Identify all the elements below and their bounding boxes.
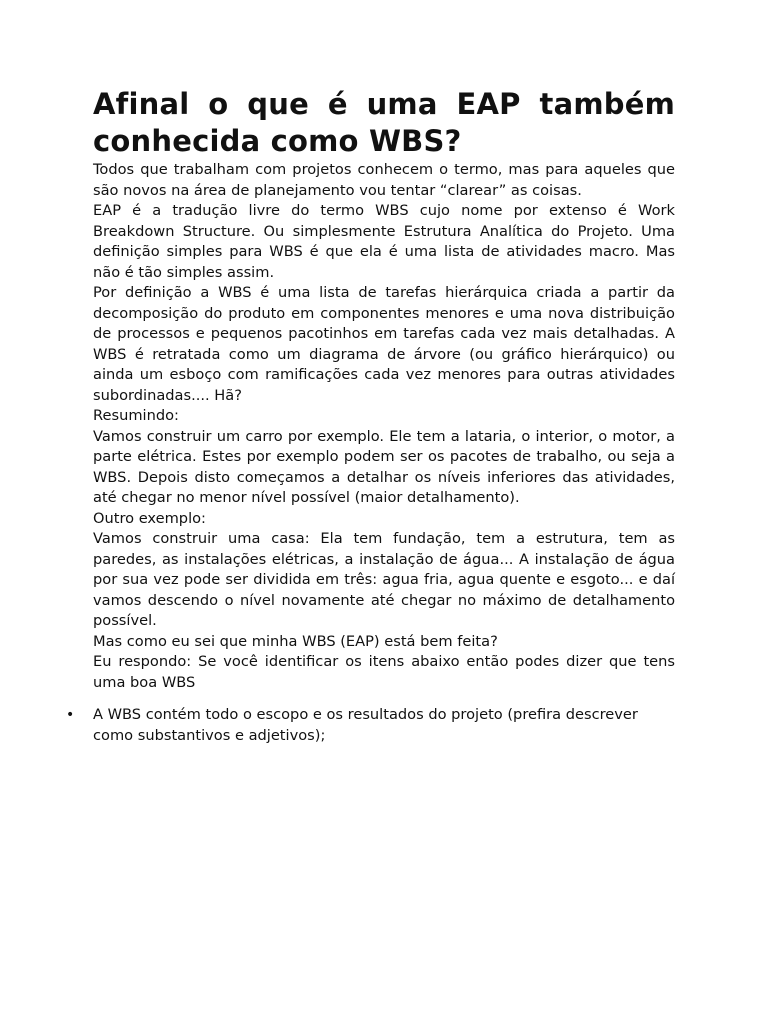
- paragraph-house-example: Vamos construir uma casa: Ela tem fundação, tem a estrutura, tem as paredes, as instalações elétricas, a instalação de água... A instalação de água por sua vez pode ser dividida em três: agua fria, agua quente e esgoto... e daí vamos descendo o nível novamente até chegar no máximo de detalhamento possível.: [93, 530, 675, 629]
- paragraph-eap-definition: EAP é a tradução livre do termo WBS cujo nome por extenso é Work Breakdown Structure. Ou simplesmente Estrutura Analítica do Projeto. Uma definição simples para WBS é que ela é uma lista de atividades macro. Mas não é tão simples assim.: [93, 202, 675, 281]
- list-item-text: A WBS contém todo o escopo e os resultados do projeto (prefira descrever como substantivos e adjetivos);: [93, 706, 638, 744]
- paragraph-resumindo: Resumindo:: [93, 407, 179, 424]
- paragraph-car-example: Vamos construir um carro por exemplo. Ele tem a lataria, o interior, o motor, a parte elétrica. Estes por exemplo podem ser os pacotes de trabalho, ou seja a WBS. Depois disto começamos a detalhar os níveis inferiores das atividades, até chegar no menor nível possível (maior detalhamento).: [93, 427, 675, 506]
- paragraph-wbs-definition: Por definição a WBS é uma lista de tarefas hierárquica criada a partir da decomposição do produto em componentes menores e uma nova distribuição de processos e pequenos pacotinhos em tarefas cada vez mais detalhadas. A WBS é retratada como um diagrama de árvore (ou gráfico hierárquico) ou ainda um esboço com ramificações cada vez menores para outras atividades subordinadas.... Hã?: [93, 284, 675, 404]
- list-item: [66, 705, 675, 746]
- document-body: [66, 86, 675, 746]
- bullet-icon: •: [66, 707, 75, 723]
- paragraph-question: Mas como eu sei que minha WBS (EAP) está bem feita?: [93, 632, 498, 650]
- paragraph-answer: Eu respondo: Se você identificar os itens abaixo então podes dizer que tens uma boa WBS: [93, 653, 675, 691]
- paragraph-intro: Todos que trabalham com projetos conhecem o termo, mas para aqueles que são novos na área de planejamento vou tentar “clarear” as coisas.: [93, 161, 675, 199]
- document-title: Afinal o que é uma EAP também conhecida como WBS?: [93, 87, 675, 158]
- paragraph-outro-exemplo: Outro exemplo:: [93, 509, 206, 527]
- criteria-list: [66, 705, 675, 746]
